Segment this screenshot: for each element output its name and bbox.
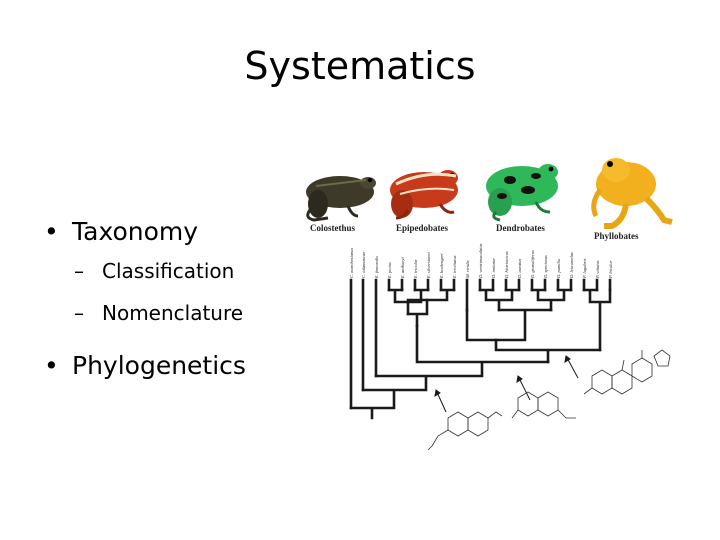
bullet-text: Phylogenetics	[72, 351, 246, 380]
species-label: E. trivittatus	[452, 255, 457, 278]
slide-title: Systematics	[244, 44, 476, 88]
species-label: D. auratus	[517, 258, 522, 278]
species-label: D. histrionicus	[504, 251, 509, 278]
phylogeny-svg	[296, 150, 682, 450]
species-label: C. marchesianus	[349, 247, 354, 278]
phylogeny-figure	[296, 150, 682, 450]
subbullet-marker: –	[74, 301, 84, 325]
species-label: E. silverstonei	[426, 252, 431, 278]
genus-label-dendrobates: Dendrobates	[496, 223, 545, 233]
subbullet-marker: –	[74, 259, 84, 283]
species-label: D. granuliferus	[530, 250, 535, 278]
genus-label-epipedobates: Epipedobates	[396, 223, 449, 233]
species-label: D. speciosus	[543, 255, 548, 278]
species-label: E. femoralis	[374, 256, 379, 278]
species-label: E. pictus	[387, 262, 392, 278]
species-label: P. bicolor	[608, 260, 613, 278]
species-label: P. lugubris	[582, 258, 587, 278]
bullet-list	[44, 214, 294, 384]
bullet-item-phylogenetics	[44, 348, 294, 384]
bullet-marker: •	[44, 351, 59, 380]
subbullet-text: Nomenclature	[102, 301, 244, 325]
species-label: E. boulengeri	[439, 253, 444, 278]
species-label: D. pumilio	[556, 258, 561, 278]
species-label: E. tricolor	[413, 259, 418, 278]
genus-label-colostethus: Colostethus	[310, 223, 356, 233]
species-label: D. imitator	[491, 257, 496, 278]
bullet-item-taxonomy	[44, 214, 294, 250]
species-label: M. viridis	[465, 260, 470, 278]
subbullet-text: Classification	[102, 259, 235, 283]
species-label: D. ventrimaculatus	[478, 243, 483, 278]
species-label: P. vittatus	[595, 260, 600, 278]
bullet-text: Taxonomy	[72, 217, 199, 246]
bullet-marker: •	[44, 217, 59, 246]
subbullet-item-nomenclature	[44, 292, 294, 334]
species-label: E. anthonyi	[400, 257, 405, 278]
genus-label-phyllobates: Phyllobates	[594, 231, 639, 241]
species-label: C. talamancae	[361, 251, 366, 278]
species-label: D. leucomelas	[569, 252, 574, 278]
subbullet-item-classification	[44, 250, 294, 292]
